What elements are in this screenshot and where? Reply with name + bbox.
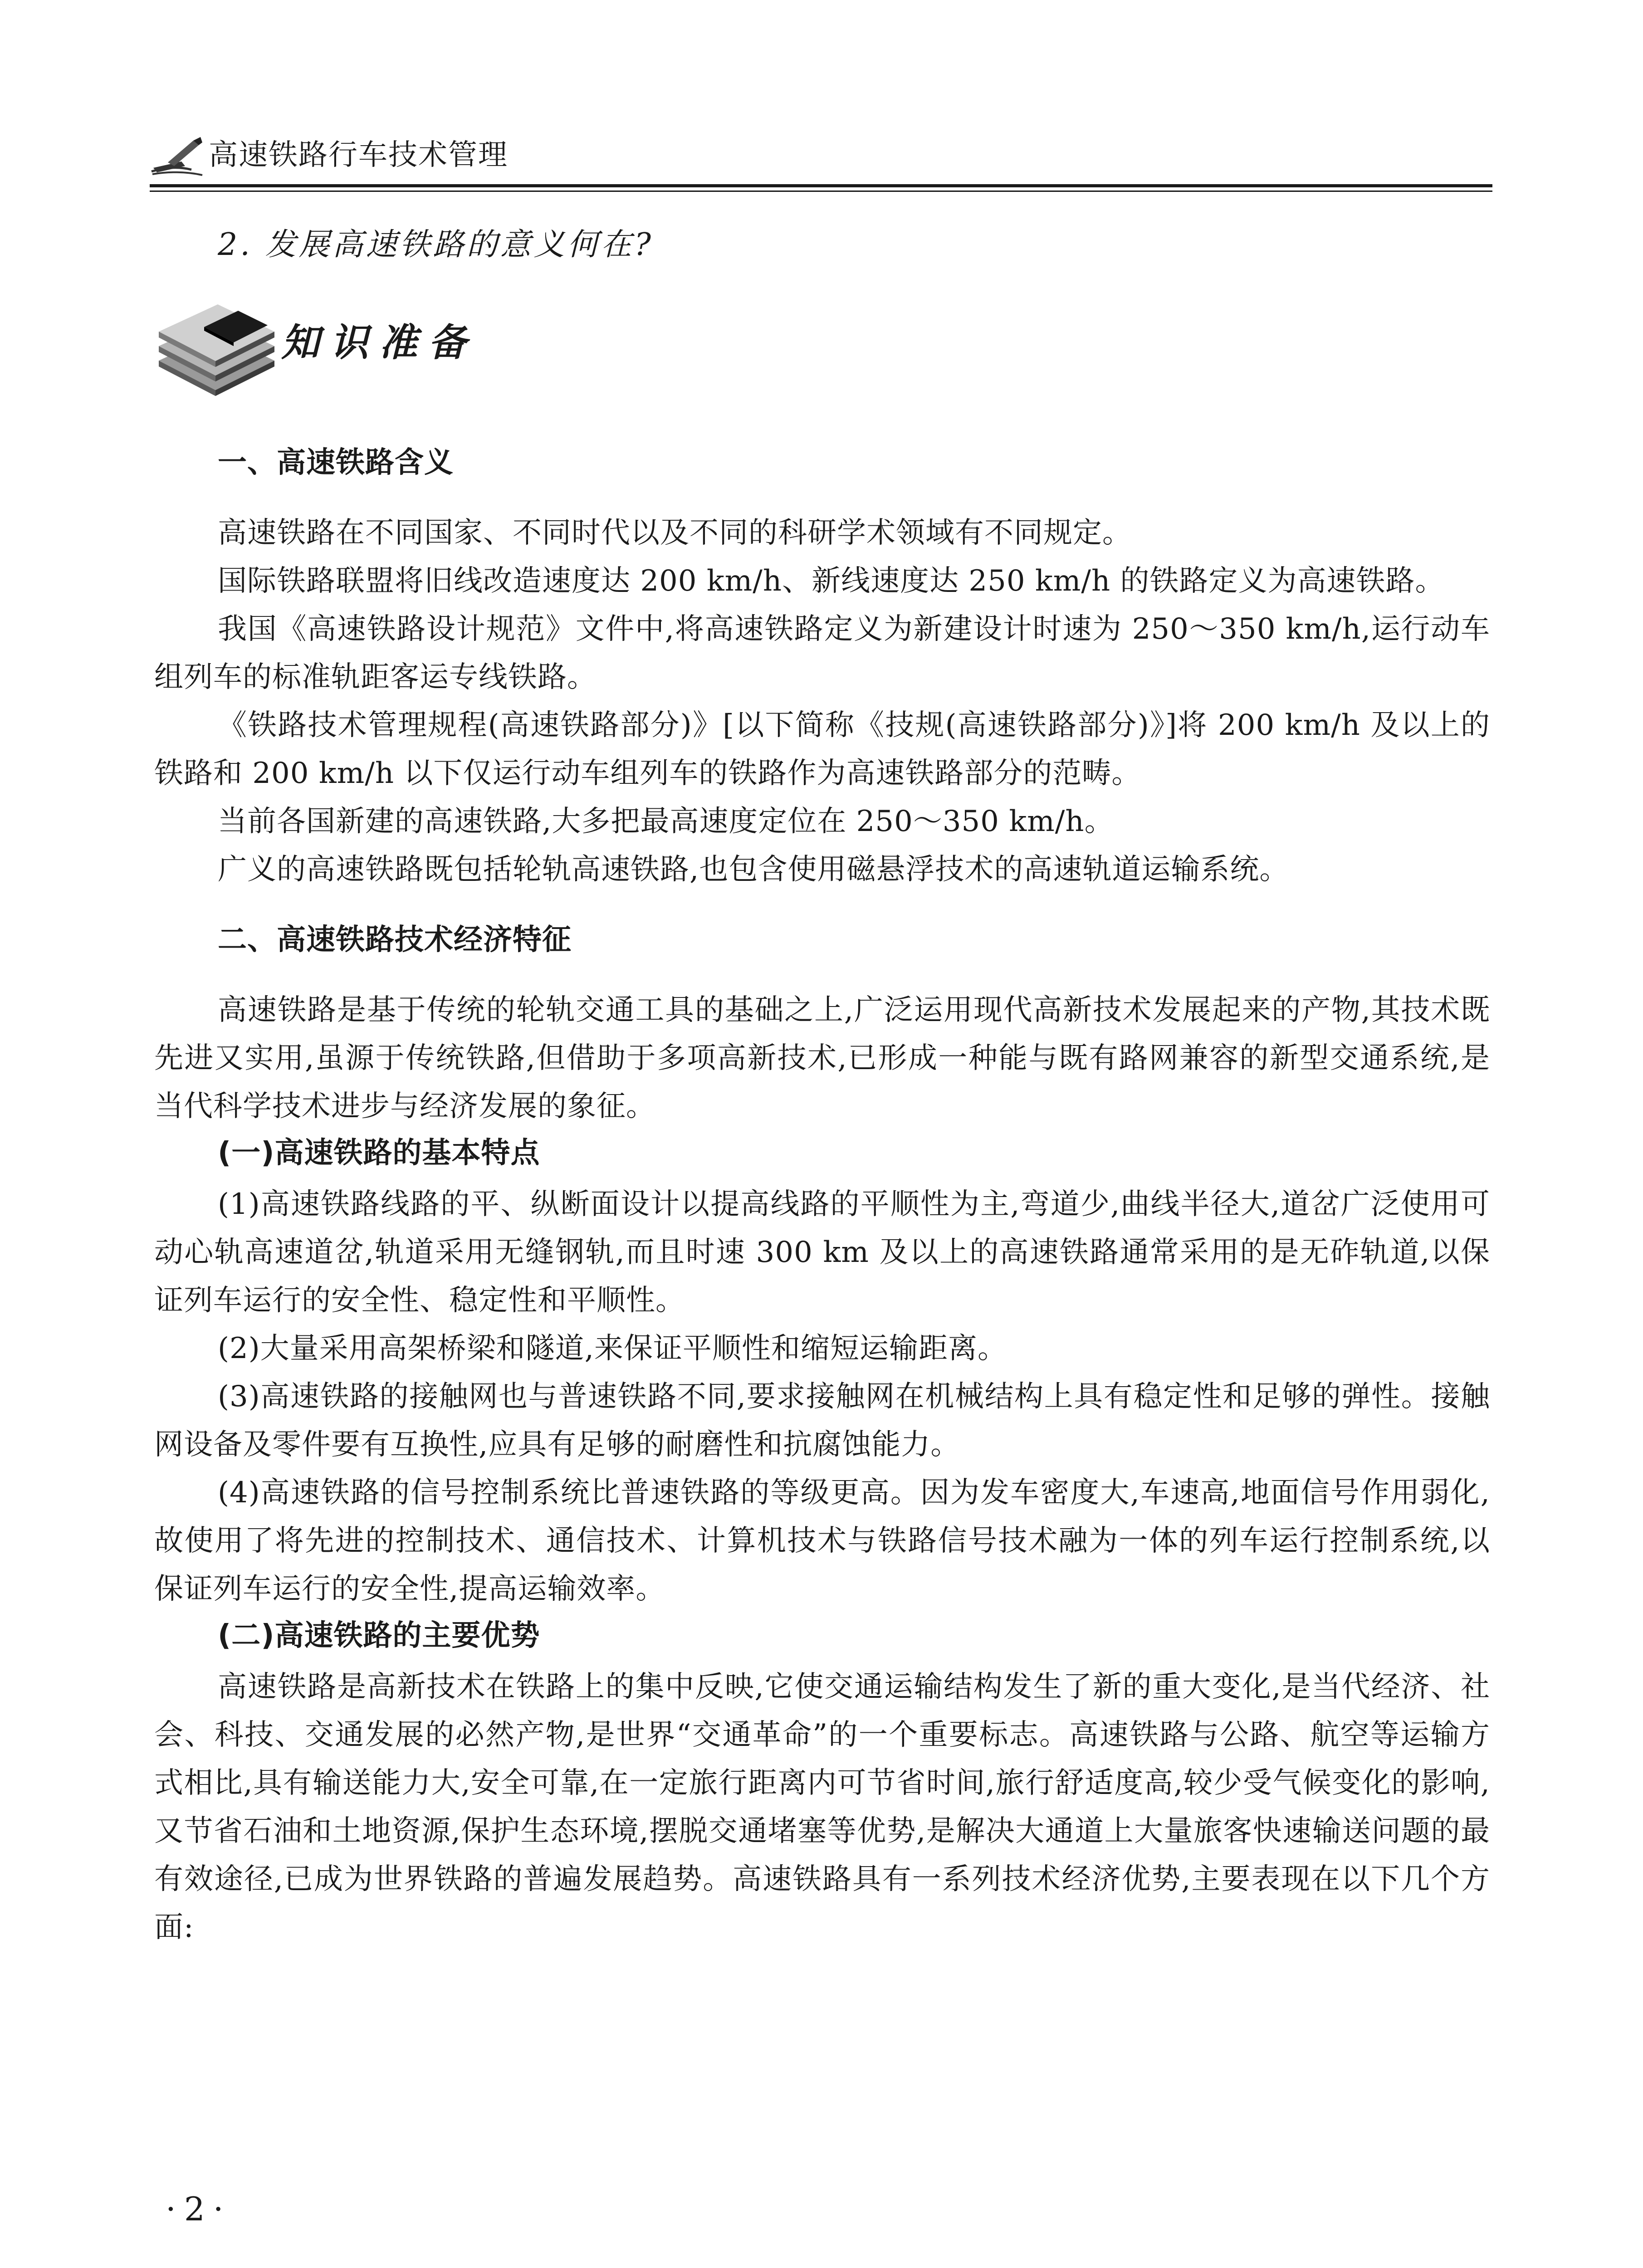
list-item: (2)大量采用高架桥梁和隧道,来保证平顺性和缩短运输距离。 (218, 1332, 1007, 1365)
review-question: 2. 发展高速铁路的意义何在? (218, 227, 654, 263)
list-item: (1)高速铁路线路的平、纵断面设计以提高线路的平顺性为主,弯道少,曲线半径大,道岔广泛使用可动心轨高速道岔,轨道采用无缝钢轨,而且时速 300 km 及以上的高速铁路通常采用的是无砟轨道,以保证列车运行的安全性、稳定性和平顺性。 (154, 1188, 1490, 1317)
pen-and-book-icon (150, 136, 204, 177)
header-rule-secondary (150, 191, 1492, 192)
paragraph: 广义的高速铁路既包括轮轨高速铁路,也包含使用磁悬浮技术的高速轨道运输系统。 (218, 853, 1289, 886)
subsection-heading: (二)高速铁路的主要优势 (218, 1619, 540, 1652)
page-number: ·2· (166, 2190, 232, 2228)
list-item: (3)高速铁路的接触网也与普速铁路不同,要求接触网在机械结构上具有稳定性和足够的弹性。接触网设备及零件要有互换性,应具有足够的耐磨性和抗腐蚀能力。 (154, 1380, 1490, 1461)
running-header-title: 高速铁路行车技术管理 (209, 138, 508, 172)
paragraph: 当前各国新建的高速铁路,大多把最高速度定位在 250～350 km/h。 (218, 805, 1114, 838)
list-item: (4)高速铁路的信号控制系统比普速铁路的等级更高。因为发车密度大,车速高,地面信号作用弱化,故使用了将先进的控制技术、通信技术、计算机技术与铁路信号技术融为一体的列车运行控制系统,以保证列车运行的安全性,提高运输效率。 (154, 1476, 1490, 1606)
paragraph: 高速铁路是高新技术在铁路上的集中反映,它使交通运输结构发生了新的重大变化,是当代经济、社会、科技、交通发展的必然产物,是世界“交通革命”的一个重要标志。高速铁路与公路、航空等运输方式相比,具有输送能力大,安全可靠,在一定旅行距离内可节省时间,旅行舒适度高,较少受气候变化的影响,又节省石油和土地资源,保护生态环境,摆脱交通堵塞等优势,是解决大通道上大量旅客快速输送问题的最有效途径,已成为世界铁路的普遍发展趋势。高速铁路具有一系列技术经济优势,主要表现在以下几个方面: (154, 1670, 1490, 1944)
subsection-heading: (一)高速铁路的基本特点 (218, 1136, 540, 1170)
paragraph: 高速铁路在不同国家、不同时代以及不同的科研学术领域有不同规定。 (218, 516, 1132, 550)
running-header (150, 132, 1492, 181)
paragraph: 国际铁路联盟将旧线改造速度达 200 km/h、新线速度达 250 km/h 的铁路定义为高速铁路。 (218, 564, 1445, 598)
paragraph: 《铁路技术管理规程(高速铁路部分)》[以下简称《技规(高速铁路部分)》]将 200 km/h 及以上的铁路和 200 km/h 以下仅运行动车组列车的铁路作为高速铁路部分的范畴。 (154, 709, 1490, 790)
knowledge-banner (154, 293, 562, 397)
body-text (154, 440, 1490, 1951)
section-heading: 一、高速铁路含义 (218, 446, 454, 479)
paragraph: 我国《高速铁路设计规范》文件中,将高速铁路定义为新建设计时速为 250～350 km/h,运行动车组列车的标准轨距客运专线铁路。 (154, 612, 1490, 694)
stacked-books-icon (154, 293, 277, 397)
section-heading: 二、高速铁路技术经济特征 (218, 923, 572, 957)
header-rule (150, 184, 1492, 187)
knowledge-banner-title: 知识准备 (281, 320, 478, 365)
paragraph: 高速铁路是基于传统的轮轨交通工具的基础之上,广泛运用现代高新技术发展起来的产物,其技术既先进又实用,虽源于传统铁路,但借助于多项高新技术,已形成一种能与既有路网兼容的新型交通系统,是当代科学技术进步与经济发展的象征。 (154, 993, 1490, 1123)
